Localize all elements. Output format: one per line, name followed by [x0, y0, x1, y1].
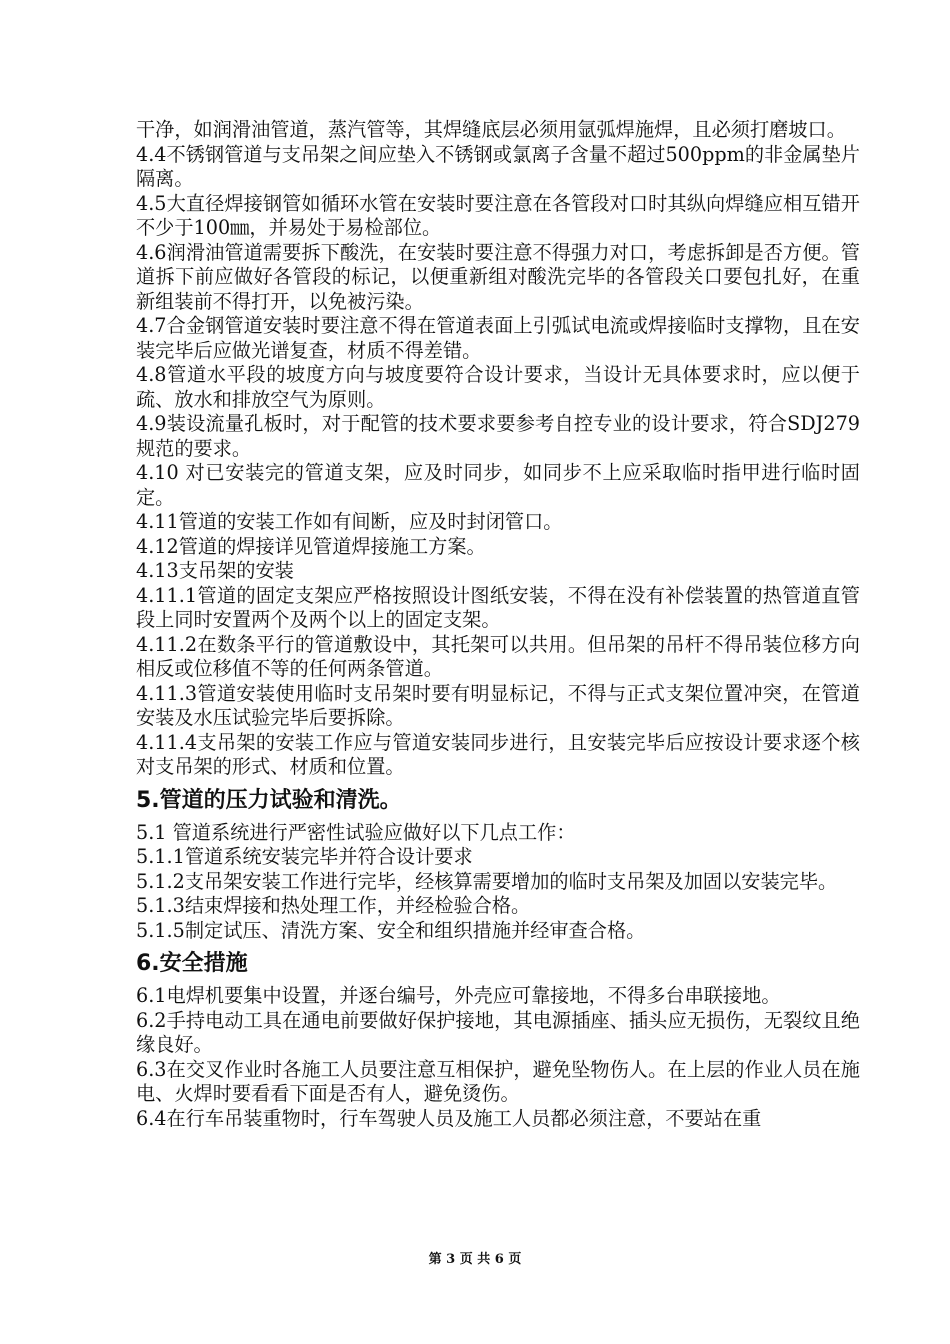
paragraph: 5.1.1管道系统安装完毕并符合设计要求 [136, 845, 473, 868]
paragraph: 5.1.2支吊架安装工作进行完毕，经核算需要增加的临时支吊架及加固以安装完毕。 [136, 869, 838, 893]
paragraph: 4.12管道的焊接详见管道焊接施工方案。 [136, 534, 486, 558]
paragraph: 4.11.2在数条平行的管道敷设中，其托架可以共用。但吊架的吊杆不得吊装位移方向相反或位移值不等的任何两条管道。 [136, 632, 860, 680]
paragraph: 4.8管道水平段的坡度方向与坡度要符合设计要求，当设计无具体要求时，应以便于疏、放水和排放空气为原则。 [136, 363, 860, 411]
paragraph: 4.13支吊架的安装 [136, 559, 294, 582]
paragraph: 4.10 对已安装完的管道支架，应及时同步，如同步不上应采取临时指甲进行临时固定。 [136, 461, 860, 509]
paragraph: 4.11.3管道安装使用临时支吊架时要有明显标记，不得与正式支架位置冲突，在管道安装及水压试验完毕后要拆除。 [136, 681, 860, 729]
paragraph: 4.11.4支吊架的安装工作应与管道安装同步进行，且安装完毕后应按设计要求逐个核对支吊架的形式、材质和位置。 [136, 730, 860, 778]
paragraph: 6.4在行车吊装重物时，行车驾驶人员及施工人员都必须注意，不要站在重 [136, 1106, 762, 1130]
paragraph: 干净，如润滑油管道，蒸汽管等，其焊缝底层必须用氩弧焊施焊，且必须打磨坡口。 [136, 118, 846, 141]
page-footer: 第 3 页 共 6 页 [428, 1252, 522, 1267]
paragraph: 4.6润滑油管道需要拆下酸洗，在安装时要注意不得强力对口，考虑拆卸是否方便。管道拆下前应做好各管段的标记，以便重新组对酸洗完毕的各管段关口要包扎好，在重新组装前不得打开，以免被污染。 [136, 240, 860, 313]
paragraph: 6.3在交叉作业时各施工人员要注意互相保护，避免坠物伤人。在上层的作业人员在施电、火焊时要看看下面是否有人，避免烫伤。 [136, 1057, 860, 1105]
paragraph: 5.1.3结束焊接和热处理工作，并经检验合格。 [136, 894, 531, 917]
paragraph: 4.9装设流量孔板时，对于配管的技术要求要参考自控专业的设计要求，符合SDJ279规范的要求。 [136, 412, 860, 460]
paragraph: 4.7合金钢管道安装时要注意不得在管道表面上引弧试电流或焊接临时支撑物，且在安装完毕后应做光谱复查，材质不得差错。 [136, 314, 860, 362]
paragraph: 5.1.5制定试压、清洗方案、安全和组织措施并经审查合格。 [136, 918, 646, 942]
paragraph: 4.5大直径焊接钢管如循环水管在安装时要注意在各管段对口时其纵向焊缝应相互错开不少于100㎜，并易处于易检部位。 [136, 191, 860, 239]
paragraph: 4.11管道的安装工作如有间断，应及时封闭管口。 [136, 510, 563, 533]
paragraph: 4.11.1管道的固定支架应严格按照设计图纸安装，不得在没有补偿装置的热管道直管段上同时安置两个及两个以上的固定支架。 [136, 583, 860, 631]
paragraph: 6.2手持电动工具在通电前要做好保护接地，其电源插座、插头应无损伤，无裂纹且绝缘良好。 [136, 1008, 860, 1056]
paragraph: 6.1电焊机要集中设置，并逐台编号，外壳应可靠接地，不得多台串联接地。 [136, 984, 781, 1007]
section-heading: 6.安全措施 [136, 951, 248, 976]
paragraph: 4.4不锈钢管道与支吊架之间应垫入不锈钢或氯离子含量不超过500ppm的非金属垫片隔离。 [136, 142, 860, 190]
paragraph: 5.1 管道系统进行严密性试验应做好以下几点工作： [136, 820, 576, 844]
section-heading: 5.管道的压力试验和清洗。 [136, 787, 402, 813]
document-body [136, 118, 860, 1131]
